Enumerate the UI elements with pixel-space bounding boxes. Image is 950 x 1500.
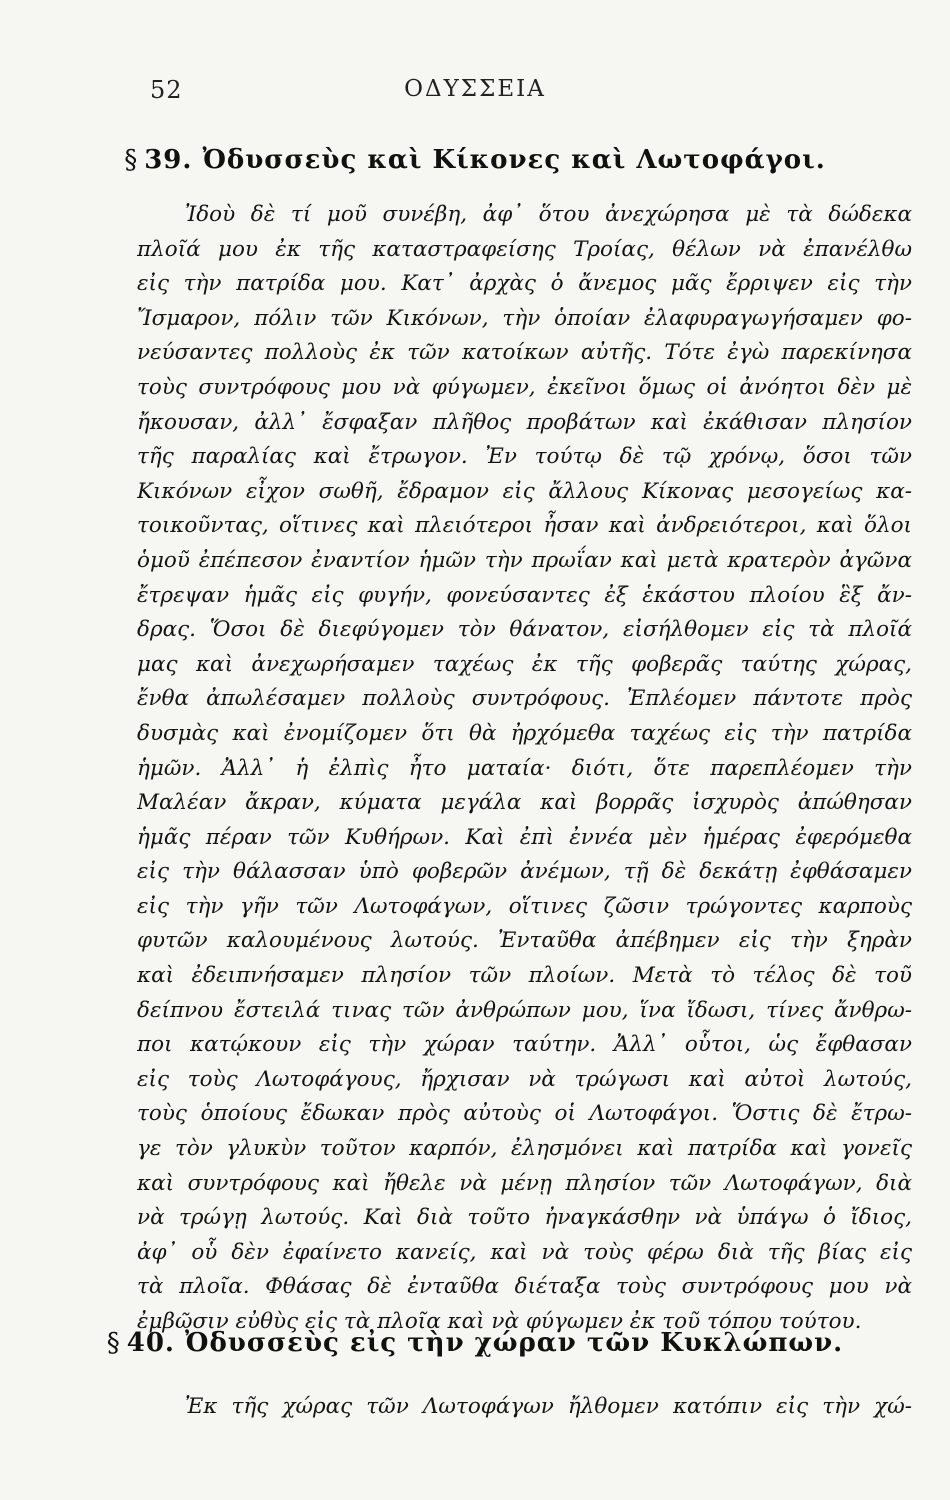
running-title: ΟΔΥΣΣΕΙΑ	[404, 76, 546, 102]
text-line: ἔτρεψαν ἡμᾶς εἰς φυγήν, φονεύσαντες ἐξ ἑκάστου πλοίου ἓξ ἄν-	[137, 582, 912, 608]
text-line: μας καὶ ἀνεχωρήσαμεν ταχέως ἐκ τῆς φοβερᾶς ταύτης χώρας,	[137, 651, 912, 677]
text-line: καὶ συντρόφους καὶ ἤθελε νὰ μένῃ πλησίον τῶν Λωτοφάγων, διὰ	[137, 1170, 912, 1196]
text-line: καὶ ἐδειπνήσαμεν πλησίον τῶν πλοίων. Μετὰ τὸ τέλος δὲ τοῦ	[137, 963, 912, 989]
text-line: τὰ πλοῖα. Φθάσας δὲ ἐνταῦθα διέταξα τοὺς συντρόφους μου νὰ	[137, 1274, 912, 1300]
text-line: εἰς τὴν γῆν τῶν Λωτοφάγων, οἵτινες ζῶσιν τρώγοντες καρποὺς	[137, 893, 912, 919]
text-line: ἡμᾶς πέραν τῶν Κυθήρων. Καὶ ἐπὶ ἐννέα μὲν ἡμέρας ἐφερόμεθα	[137, 824, 912, 850]
section-39-paragraph	[137, 198, 912, 1340]
text-line: τοὺς συντρόφους μου νὰ φύγωμεν, ἐκεῖνοι ὅμως οἱ ἀνόητοι δὲν μὲ	[137, 374, 912, 400]
section-heading-40	[0, 1328, 950, 1358]
page-header	[0, 76, 950, 116]
text-line: ἀφ᾽ οὗ δὲν ἐφαίνετο κανείς, καὶ νὰ τοὺς φέρω διὰ τῆς βίας εἰς	[137, 1239, 912, 1265]
text-line: φυτῶν καλουμένους λωτούς. Ἐνταῦθα ἀπέβημεν εἰς τὴν ξηρὰν	[137, 928, 912, 954]
text-line: νεύσαντες πολλοὺς ἐκ τῶν κατοίκων αὐτῆς. Τότε ἐγὼ παρεκίνησα	[137, 340, 912, 366]
text-line: τῆς παραλίας καὶ ἔτρωγον. Ἐν τούτῳ δὲ τῷ χρόνῳ, ὅσοι τῶν	[137, 444, 912, 470]
section-heading-39	[0, 145, 950, 175]
text-line: δείπνου ἔστειλά τινας τῶν ἀνθρώπων μου, ἵνα ἴδωσι, τίνες ἄνθρω-	[137, 997, 912, 1023]
text-line: δυσμὰς καὶ ἐνομίζομεν ὅτι θὰ ἠρχόμεθα ταχέως εἰς τὴν πατρίδα	[137, 720, 912, 746]
text-line: εἰς τὴν θάλασσαν ὑπὸ φοβερῶν ἀνέμων, τῇ δὲ δεκάτῃ ἐφθάσαμεν	[137, 859, 912, 885]
text-line: νὰ τρώγῃ λωτούς. Καὶ διὰ τοῦτο ἠναγκάσθην νὰ ὑπάγω ὁ ἴδιος,	[137, 1205, 912, 1231]
text-line: Κικόνων εἶχον σωθῆ, ἔδραμον εἰς ἄλλους Κίκονας μεσογείως κα-	[137, 478, 912, 504]
section-sign: §	[106, 1328, 121, 1358]
text-line: εἰς τοὺς Λωτοφάγους, ἤρχισαν νὰ τρώγωσι καὶ αὐτοὶ λωτούς,	[137, 1066, 912, 1092]
text-line: πλοῖά μου ἐκ τῆς καταστραφείσης Τροίας, θέλων νὰ ἐπανέλθω	[137, 236, 912, 262]
text-line: γε τὸν γλυκὺν τοῦτον καρπόν, ἐλησμόνει καὶ πατρίδα καὶ γονεῖς	[137, 1136, 912, 1162]
text-line: εἰς τὴν πατρίδα μου. Κατ᾽ ἀρχὰς ὁ ἄνεμος μᾶς ἔρριψεν εἰς τὴν	[137, 271, 912, 297]
section-sign: §	[124, 145, 139, 175]
text-line: ποι κατῴκουν εἰς τὴν χώραν ταύτην. Ἀλλ᾽ οὗτοι, ὡς ἔφθασαν	[137, 1032, 912, 1058]
text-line: ἔνθα ἀπωλέσαμεν πολλοὺς συντρόφους. Ἐπλέομεν πάντοτε πρὸς	[137, 686, 912, 712]
section-40-paragraph	[137, 1390, 912, 1425]
text-line: ὁμοῦ ἐπέπεσον ἐναντίον ἡμῶν τὴν πρωΐαν καὶ μετὰ κρατερὸν ἀγῶνα	[137, 547, 912, 573]
text-line: Ἴσμαρον, πόλιν τῶν Κικόνων, τὴν ὁποίαν ἐλαφυραγωγήσαμεν φο-	[137, 305, 912, 331]
page-number: 52	[150, 76, 183, 104]
text-line: Μαλέαν ἄκραν, κύματα μεγάλα καὶ βορρᾶς ἰσχυρὸς ἀπώθησαν	[137, 790, 912, 816]
text-line: ἐμβῶσιν εὐθὺς εἰς τὰ πλοῖα καὶ νὰ φύγωμεν ἐκ τοῦ τόπου τούτου.	[137, 1309, 862, 1334]
text-line: Ἐκ τῆς χώρας τῶν Λωτοφάγων ἤλθομεν κατόπιν εἰς τὴν χώ-	[185, 1394, 912, 1419]
text-line: δρας. Ὅσοι δὲ διεφύγομεν τὸν θάνατον, εἰσήλθομεν εἰς τὰ πλοῖά	[137, 617, 912, 643]
text-line: Ἰδοὺ δὲ τί μοῦ συνέβη, ἀφ᾽ ὅτου ἀνεχώρησα μὲ τὰ δώδεκα	[185, 202, 912, 227]
text-line: τοικοῦντας, οἵτινες καὶ πλειότεροι ἦσαν καὶ ἀνδρειότεροι, καὶ ὅλοι	[137, 513, 912, 539]
text-line: τοὺς ὁποίους ἔδωκαν πρὸς αὐτοὺς οἱ Λωτοφάγοι. Ὅστις δὲ ἔτρω-	[137, 1101, 912, 1127]
text-line: ἤκουσαν, ἀλλ᾽ ἔσφαξαν πλῆθος προβάτων καὶ ἐκάθισαν πλησίον	[137, 409, 912, 435]
text-line: ἡμῶν. Ἀλλ᾽ ἡ ἐλπὶς ἦτο ματαία· διότι, ὅτε παρεπλέομεν τὴν	[137, 755, 912, 781]
section-title: 39. Ὀδυσσεὺς καὶ Κίκονες καὶ Λωτοφάγοι.	[144, 145, 826, 175]
section-title: 40. Ὀδυσσεὺς εἰς τὴν χώραν τῶν Κυκλώπων.	[126, 1328, 844, 1358]
